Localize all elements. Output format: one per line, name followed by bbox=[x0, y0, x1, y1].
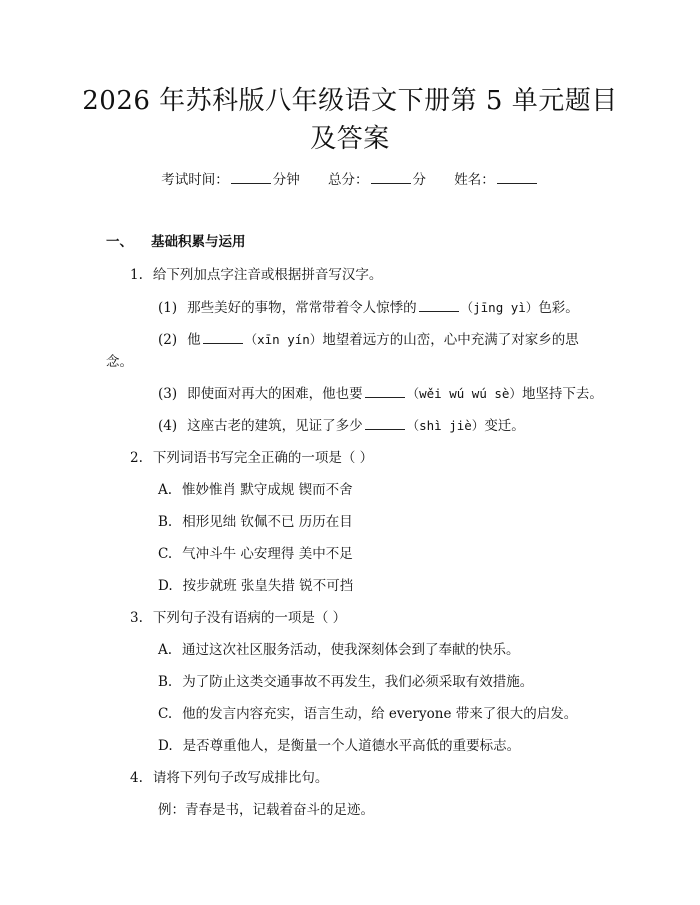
option-letter: B. bbox=[158, 674, 173, 690]
item-text: 即使面对再大的困难，他也要 bbox=[187, 386, 363, 402]
name-label: 姓名： bbox=[454, 172, 495, 188]
option-letter: A. bbox=[158, 482, 173, 498]
question-3-option-d bbox=[158, 734, 520, 754]
item-pinyin: （jīng yì） bbox=[460, 300, 539, 315]
item-text: 那些美好的事物，常常带着令人惊悸的 bbox=[187, 300, 417, 316]
question-1-item-3 bbox=[158, 382, 603, 402]
section-heading bbox=[106, 230, 246, 250]
question-number: 2. bbox=[130, 450, 143, 466]
time-label: 考试时间： bbox=[161, 172, 229, 188]
answer-blank bbox=[203, 331, 243, 344]
option-text: 通过这次社区服务活动，使我深刻体会到了奉献的快乐。 bbox=[182, 642, 520, 658]
item-pinyin: （wěi wú wú sè） bbox=[406, 386, 522, 401]
option-text: 为了防止这类交通事故不再发生，我们必须采取有效措施。 bbox=[182, 674, 534, 690]
question-2-stem bbox=[130, 446, 373, 466]
question-4-example bbox=[158, 798, 374, 818]
exam-score bbox=[328, 172, 430, 188]
item-text-after: 地望着远方的山峦，心中充满了对家乡的思 bbox=[322, 332, 579, 348]
section-title: 基础积累与运用 bbox=[151, 234, 246, 250]
option-letter: D. bbox=[158, 738, 173, 754]
question-1-stem bbox=[130, 263, 382, 283]
exam-info bbox=[0, 168, 700, 188]
example-text: 例：青春是书，记载着奋斗的足迹。 bbox=[158, 802, 374, 818]
option-text: 他的发言内容充实，语言生动，给 everyone 带来了很大的启发。 bbox=[182, 706, 578, 722]
question-2-option-c bbox=[158, 542, 353, 562]
option-letter: D. bbox=[158, 578, 173, 594]
option-text: 按步就班 张皇失措 锐不可挡 bbox=[182, 578, 354, 594]
item-number: (2) bbox=[158, 332, 178, 348]
item-pinyin: （shì jiè） bbox=[406, 418, 485, 433]
time-blank bbox=[231, 171, 271, 184]
exam-name bbox=[454, 172, 539, 188]
question-text: 下列句子没有语病的一项是（ ） bbox=[152, 610, 347, 626]
option-letter: C. bbox=[158, 546, 173, 562]
question-number: 3. bbox=[130, 610, 143, 626]
score-label: 总分： bbox=[328, 172, 369, 188]
item-number: (1) bbox=[158, 300, 178, 316]
item-text-after: 变迁。 bbox=[484, 418, 525, 434]
question-2-option-a bbox=[158, 478, 353, 498]
question-2-option-b bbox=[158, 510, 353, 530]
option-text: 惟妙惟肖 默守成规 锲而不舍 bbox=[182, 482, 353, 498]
question-3-option-b bbox=[158, 670, 533, 690]
item-text: 他 bbox=[187, 332, 201, 348]
item-number: (4) bbox=[158, 418, 178, 434]
option-text: 气冲斗牛 心安理得 美中不足 bbox=[182, 546, 353, 562]
question-1-item-2 bbox=[158, 328, 579, 348]
option-letter: A. bbox=[158, 642, 173, 658]
question-2-option-d bbox=[158, 574, 353, 594]
question-number: 4. bbox=[130, 770, 143, 786]
score-blank bbox=[371, 171, 411, 184]
name-blank bbox=[497, 171, 537, 184]
option-letter: C. bbox=[158, 706, 173, 722]
item-text: 这座古老的建筑，见证了多少 bbox=[187, 418, 363, 434]
answer-blank bbox=[365, 385, 405, 398]
question-3-stem bbox=[130, 606, 346, 626]
answer-blank bbox=[365, 417, 405, 430]
question-text: 下列词语书写完全正确的一项是（ ） bbox=[152, 450, 374, 466]
question-number: 1. bbox=[130, 267, 143, 283]
title-line-2: 及答案 bbox=[310, 124, 390, 154]
option-text: 是否尊重他人，是衡量一个人道德水平高低的重要标志。 bbox=[182, 738, 521, 754]
question-3-option-c bbox=[158, 702, 577, 722]
item-number: (3) bbox=[158, 386, 178, 402]
score-unit: 分 bbox=[412, 172, 426, 188]
question-1-item-4 bbox=[158, 414, 525, 434]
title-line-1: 2026 年苏科版八年级语文下册第 5 单元题目 bbox=[82, 86, 618, 116]
option-text: 相形见绌 钦佩不已 历历在目 bbox=[182, 514, 353, 530]
item-text-after: 色彩。 bbox=[538, 300, 579, 316]
question-1-item-2-cont bbox=[106, 350, 133, 370]
page-title bbox=[60, 82, 640, 158]
item-text-cont: 念。 bbox=[106, 354, 133, 370]
question-1-item-1 bbox=[158, 296, 579, 316]
question-text: 给下列加点字注音或根据拼音写汉字。 bbox=[152, 267, 383, 283]
item-text-after: 地坚持下去。 bbox=[521, 386, 603, 402]
answer-blank bbox=[419, 299, 459, 312]
question-4-stem bbox=[130, 766, 328, 786]
question-text: 请将下列句子改写成排比句。 bbox=[152, 770, 329, 786]
section-number: 一、 bbox=[106, 234, 133, 250]
option-letter: B. bbox=[158, 514, 173, 530]
time-unit: 分钟 bbox=[272, 172, 300, 188]
question-3-option-a bbox=[158, 638, 520, 658]
item-pinyin: （xīn yín） bbox=[244, 332, 323, 347]
exam-time bbox=[161, 172, 304, 188]
